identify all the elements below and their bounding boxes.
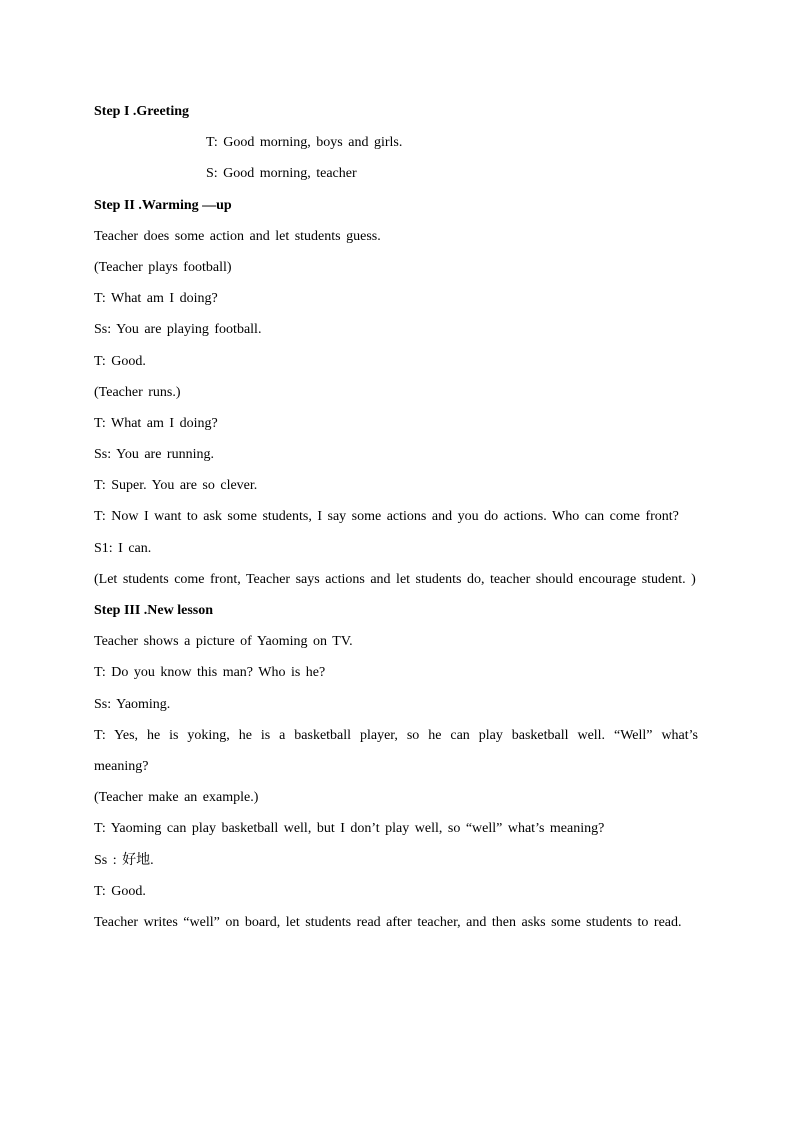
dialogue-line: T: What am I doing?	[94, 291, 218, 307]
dialogue-line: T: Do you know this man? Who is he?	[94, 665, 326, 681]
paragraph-line: Teacher shows a picture of Yaoming on TV.	[94, 634, 353, 650]
paragraph: Teacher writes “well” on board, let students read after teacher, and then asks some students to read.	[94, 914, 682, 930]
dialogue-line: T: Good morning, boys and girls.	[206, 135, 403, 151]
dialogue-line: T: What am I doing?	[94, 415, 218, 431]
heading-step-3: Step III .New lesson	[94, 603, 214, 619]
heading-step-1: Step I .Greeting	[94, 104, 190, 119]
dialogue-line: Ss : 好地.	[94, 852, 154, 868]
paragraph-line: (Teacher runs.)	[94, 384, 181, 400]
dialogue-line: S1: I can.	[94, 540, 152, 556]
dialogue-line: Ss: You are playing football.	[94, 322, 262, 338]
paragraph-line: (Teacher plays football)	[94, 259, 232, 275]
dialogue-paragraph: T: Yes, he is yoking, he is a basketball player, so he can play basketball well. “Well” what’s meaning?	[94, 727, 698, 774]
dialogue-line: T: Yaoming can play basketball well, but I don’t play well, so “well” what’s meaning?	[94, 821, 605, 837]
dialogue-line: Ss: Yaoming.	[94, 696, 171, 712]
dialogue-line: T: Good.	[94, 883, 146, 899]
document-page	[94, 96, 698, 938]
dialogue-paragraph: T: Now I want to ask some students, I say some actions and you do actions. Who can come front?	[94, 509, 679, 525]
paragraph-line: (Teacher make an example.)	[94, 790, 259, 806]
dialogue-line: S: Good morning, teacher	[206, 166, 357, 182]
paragraph: (Let students come front, Teacher says actions and let students do, teacher should encourage student. )	[94, 571, 696, 587]
dialogue-line: T: Good.	[94, 353, 146, 369]
heading-step-2: Step II .Warming —up	[94, 197, 232, 213]
dialogue-line: Ss: You are running.	[94, 447, 214, 463]
paragraph-line: Teacher does some action and let students guess.	[94, 228, 381, 244]
dialogue-line: T: Super. You are so clever.	[94, 478, 258, 494]
